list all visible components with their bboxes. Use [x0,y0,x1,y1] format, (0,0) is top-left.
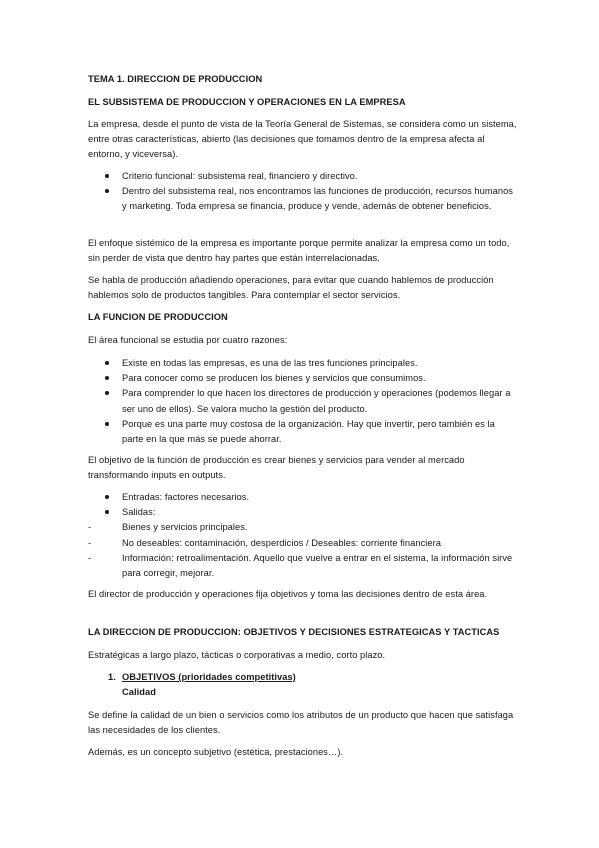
paragraph: El director de producción y operaciones fija objetivos y toma las decisiones dentro de esta área. [88,589,488,599]
section-heading-funcion: LA FUNCION DE PRODUCCION [88,312,228,322]
section-heading-direccion: LA DIRECCION DE PRODUCCION: OBJETIVOS Y DECISIONES ESTRATEGICAS Y TACTICAS [88,627,500,637]
list-item: Bienes y servicios principales. [122,522,248,533]
list-item: No deseables: contaminación, desperdicios / Deseables: corriente financiera [122,537,441,548]
paragraph: Se define la calidad de un bien o servicios como los atributos de un producto que hacen que satisfaga las necesidades de los clientes. [88,710,514,736]
list-item: Para conocer como se producen los bienes y servicios que consumimos. [122,373,426,384]
list-item: Información: retroalimentación. Aquello que vuelve a entrar en el sistema, la información sirve para corregir, mejorar. [122,552,513,579]
list-item: Dentro del subsistema real, nos encontramos las funciones de producción, recursos humanos y marketing. Toda empresa se financia, produce y vende, además de obtener beneficios. [122,186,513,212]
paragraph: La empresa, desde el punto de vista de la Teoría General de Sistemas, se considera como un sistema, entre otras características, abierto (las decisiones que tomamos dentro de la empresa afecta al entorno, y viceversa). [88,119,517,160]
list-item: Para comprender lo que hacen los directores de producción y operaciones (podemos llegar a ser uno de ellos). Se valora mucho la gestión del producto. [122,388,511,414]
numbered-list [104,670,518,700]
list-item [104,685,518,700]
calidad-label: Calidad [122,687,156,698]
paragraph: El enfoque sistémico de la empresa es importante porque permite analizar la empresa como un todo, sin perder de vista que dentro hay partes que están interrelacionadas. [88,238,510,264]
section-heading-subsistema: EL SUBSISTEMA DE PRODUCCION Y OPERACIONES EN LA EMPRESA [88,97,406,107]
list-item: Porque es una parte muy costosa de la organización. Hay que invertir, pero también es la parte en la que más se puede ahorrar. [122,418,495,445]
list-item: Existe en todas las empresas, es una de las tres funciones principales. [122,358,418,368]
bullet-list [104,169,518,215]
list-item: Salidas: [122,507,156,518]
numbered-item [104,670,518,685]
paragraph: Estratégicas a largo plazo, tácticas o corporativas a medio, corto plazo. [88,650,386,660]
document-title: TEMA 1. DIRECCION DE PRODUCCION [88,74,263,84]
bullet-list [104,356,518,447]
paragraph: Además, es un concepto subjetivo (estética, prestaciones…). [88,747,344,757]
mixed-list [104,490,518,581]
list-item: Entradas: factores necesarios. [122,492,250,502]
paragraph: El objetivo de la función de producción es crear bienes y servicios para vender al mercado transformando inputs en outputs. [88,455,465,481]
paragraph: Se habla de producción añadiendo operaciones, para evitar que cuando hablemos de producción hablemos solo de productos tangibles. Para contemplar el sector servicios. [88,275,494,301]
list-item: Criterio funcional: subsistema real, financiero y directivo. [122,171,358,181]
paragraph: El área funcional se estudia por cuatro razones: [88,335,288,345]
objetivos-heading: OBJETIVOS (prioridades competitivas) [122,672,296,682]
list-number: 1. [108,672,116,682]
